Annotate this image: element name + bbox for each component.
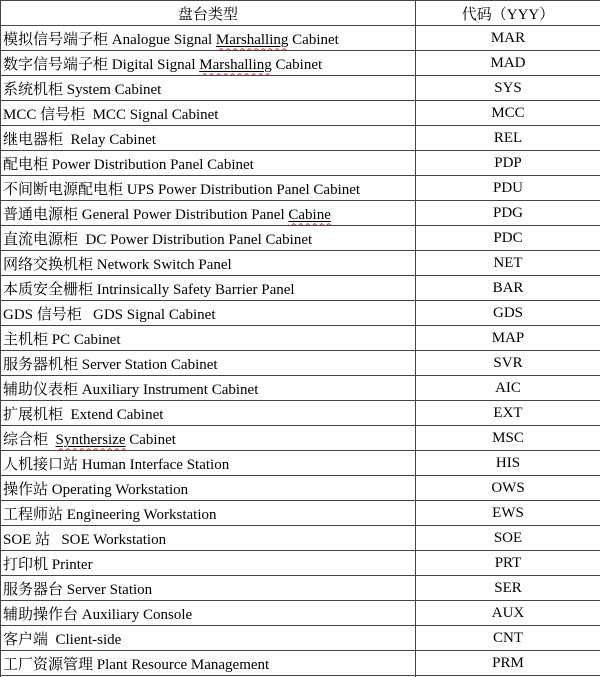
table-row: [1, 201, 600, 226]
code-cell: AIC: [416, 376, 600, 401]
table-row: [1, 151, 600, 176]
type-text-pre: 本质安全栅柜 Intrinsically Safety Barrier Panel: [3, 281, 295, 298]
table-row: [1, 526, 600, 551]
type-text-pre: GDS 信号柜 GDS Signal Cabinet: [3, 306, 216, 323]
table-row: [1, 501, 600, 526]
table-row: [1, 326, 600, 351]
type-cell: [1, 126, 416, 151]
type-text-pre: 扩展机柜 Extend Cabinet: [3, 406, 164, 423]
type-text-pre: 人机接口站 Human Interface Station: [3, 456, 230, 473]
type-text-pre: 直流电源柜 DC Power Distribution Panel Cabinet: [3, 231, 313, 248]
type-text-post: Cabinet: [125, 431, 176, 448]
table-row: [1, 76, 600, 101]
code-cell: PDU: [416, 176, 600, 201]
type-text-pre: 服务器机柜 Server Station Cabinet: [3, 356, 218, 373]
type-cell: [1, 176, 416, 201]
header-row: [1, 1, 600, 26]
code-cell: PRT: [416, 551, 600, 576]
type-cell: [1, 276, 416, 301]
type-text-pre: SOE 站 SOE Workstation: [3, 531, 167, 548]
code-cell: GDS: [416, 301, 600, 326]
type-cell: [1, 476, 416, 501]
type-text-pre: 普通电源柜 General Power Distribution Panel: [3, 206, 289, 223]
type-cell: [1, 226, 416, 251]
type-cell: [1, 101, 416, 126]
type-text-pre: 主机柜 PC Cabinet: [3, 331, 121, 348]
table-row: [1, 251, 600, 276]
table-row: [1, 401, 600, 426]
code-cell: MAD: [416, 51, 600, 76]
type-cell: [1, 651, 416, 676]
type-cell: [1, 526, 416, 551]
type-text-pre: 配电柜 Power Distribution Panel Cabinet: [3, 156, 254, 173]
table-row: [1, 626, 600, 651]
col-header-code: 代码（YYY）: [416, 1, 600, 26]
code-cell: PRM: [416, 651, 600, 676]
table-row: [1, 301, 600, 326]
type-cell: [1, 576, 416, 601]
type-cell: [1, 351, 416, 376]
table-row: [1, 176, 600, 201]
code-cell: PDG: [416, 201, 600, 226]
type-cell: [1, 151, 416, 176]
code-cell: BAR: [416, 276, 600, 301]
type-cell: [1, 451, 416, 476]
table-row: [1, 576, 600, 601]
table-row: [1, 426, 600, 451]
type-cell: [1, 301, 416, 326]
code-cell: HIS: [416, 451, 600, 476]
type-text-pre: 工厂资源管理 Plant Resource Management: [3, 656, 270, 673]
type-text-pre: 系统机柜 System Cabinet: [3, 81, 162, 98]
type-text-post: Cabinet: [271, 56, 323, 73]
code-cell: CNT: [416, 626, 600, 651]
type-text-pre: MCC 信号柜 MCC Signal Cabinet: [3, 106, 219, 123]
table-row: [1, 476, 600, 501]
type-text-pre: 继电器柜 Relay Cabinet: [3, 131, 156, 148]
code-cell: SVR: [416, 351, 600, 376]
type-marked-word: Marshalling: [199, 56, 272, 73]
type-cell: [1, 376, 416, 401]
type-text-pre: 模拟信号端子柜 Analogue Signal: [3, 31, 216, 48]
table-row: [1, 651, 600, 676]
table-row: [1, 226, 600, 251]
code-cell: REL: [416, 126, 600, 151]
type-text-post: Cabinet: [288, 31, 339, 48]
spellcheck-squiggle: [56, 432, 126, 448]
type-text-pre: 操作站 Operating Workstation: [3, 481, 189, 498]
type-text-pre: 辅助操作台 Auxiliary Console: [3, 606, 193, 623]
code-cell: MCC: [416, 101, 600, 126]
code-cell: SER: [416, 576, 600, 601]
type-text-pre: 辅助仪表柜 Auxiliary Instrument Cabinet: [3, 381, 259, 398]
code-cell: EXT: [416, 401, 600, 426]
table-row: [1, 376, 600, 401]
table-row: [1, 126, 600, 151]
table-row: [1, 601, 600, 626]
code-cell: MSC: [416, 426, 600, 451]
spellcheck-squiggle: [199, 57, 272, 73]
type-cell: [1, 201, 416, 226]
code-cell: MAP: [416, 326, 600, 351]
type-cell: [1, 626, 416, 651]
type-cell: [1, 426, 416, 451]
table-row: [1, 276, 600, 301]
code-cell: PDP: [416, 151, 600, 176]
table-row: [1, 551, 600, 576]
spellcheck-squiggle: [216, 32, 289, 48]
type-text-pre: 服务器台 Server Station: [3, 581, 153, 598]
code-cell: EWS: [416, 501, 600, 526]
type-cell: [1, 501, 416, 526]
type-cell: [1, 76, 416, 101]
type-text-pre: 综合柜: [3, 431, 56, 448]
code-cell: SOE: [416, 526, 600, 551]
type-text-pre: 不间断电源配电柜 UPS Power Distribution Panel Cabinet: [3, 181, 361, 198]
type-marked-word: Synthersize: [55, 431, 126, 448]
type-text-pre: 网络交换机柜 Network Switch Panel: [3, 256, 232, 273]
table-row: [1, 451, 600, 476]
table-row: [1, 351, 600, 376]
spellcheck-squiggle: [288, 207, 331, 223]
type-cell: [1, 401, 416, 426]
type-cell: [1, 601, 416, 626]
code-cell: NET: [416, 251, 600, 276]
table-body: [1, 26, 600, 677]
type-text-pre: 工程师站 Engineering Workstation: [3, 506, 217, 523]
code-cell: OWS: [416, 476, 600, 501]
type-text-pre: 客户端 Client-side: [3, 631, 122, 648]
type-marked-word: Marshalling: [215, 31, 289, 48]
col-header-type: 盘台类型: [1, 1, 416, 26]
code-cell: SYS: [416, 76, 600, 101]
type-cell: [1, 251, 416, 276]
type-text-pre: 打印机 Printer: [3, 556, 93, 573]
type-cell: [1, 326, 416, 351]
type-cell: [1, 551, 416, 576]
code-cell: MAR: [416, 26, 600, 51]
type-cell: [1, 26, 416, 51]
type-marked-word: Cabine: [288, 206, 331, 223]
table-row: [1, 26, 600, 51]
type-text-pre: 数字信号端子柜 Digital Signal: [3, 56, 200, 73]
table-row: [1, 101, 600, 126]
code-cell: AUX: [416, 601, 600, 626]
code-cell: PDC: [416, 226, 600, 251]
type-cell: [1, 51, 416, 76]
table-row: [1, 51, 600, 76]
